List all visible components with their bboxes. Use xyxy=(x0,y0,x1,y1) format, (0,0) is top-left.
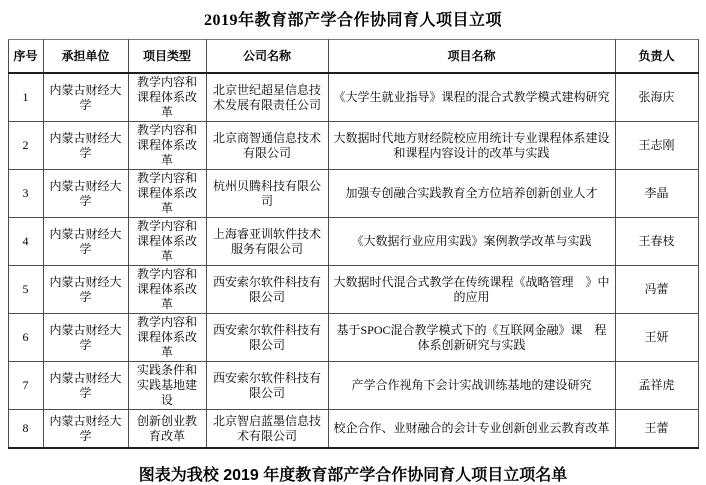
cell-unit: 内蒙古财经大学 xyxy=(43,218,128,266)
cell-leader: 张海庆 xyxy=(615,73,698,122)
cell-leader: 王志刚 xyxy=(615,122,698,170)
cell-leader: 王妍 xyxy=(615,314,698,362)
cell-unit: 内蒙古财经大学 xyxy=(43,170,128,218)
cell-project: 《大数据行业应用实践》案例教学改革与实践 xyxy=(328,218,615,266)
header-cell-project: 项目名称 xyxy=(328,40,615,74)
cell-type: 教学内容和课程体系改革 xyxy=(128,73,206,122)
cell-leader: 王春枝 xyxy=(615,218,698,266)
cell-type: 实践条件和实践基地建设 xyxy=(128,362,206,410)
cell-type: 教学内容和课程体系改革 xyxy=(128,314,206,362)
cell-leader: 孟祥虎 xyxy=(615,362,698,410)
cell-leader: 冯蕾 xyxy=(615,266,698,314)
caption: 图表为我校 2019 年度教育部产学合作协同育人项目立项名单 xyxy=(138,467,568,484)
cell-project: 大数据时代混合式教学在传统课程《战略管理 》中的应用 xyxy=(328,266,615,314)
header-cell-leader: 负责人 xyxy=(615,40,698,74)
table-row xyxy=(8,362,698,410)
table-row xyxy=(8,314,698,362)
cell-seq: 5 xyxy=(8,266,43,314)
cell-type: 教学内容和课程体系改革 xyxy=(128,170,206,218)
cell-project: 《大学生就业指导》课程的混合式教学模式建构研究 xyxy=(328,73,615,122)
cell-company: 西安索尔软件科技有限公司 xyxy=(206,266,328,314)
cell-project: 校企合作、业财融合的会计专业创新创业云教育改革 xyxy=(328,410,615,449)
cell-project: 产学合作视角下会计实战训练基地的建设研究 xyxy=(328,362,615,410)
cell-unit: 内蒙古财经大学 xyxy=(43,362,128,410)
cell-seq: 4 xyxy=(8,218,43,266)
page-title: 2019年教育部产学合作协同育人项目立项 xyxy=(203,12,502,29)
cell-project: 基于SPOC混合教学模式下的《互联网金融》课 程体系创新研究与实践 xyxy=(328,314,615,362)
cell-seq: 6 xyxy=(8,314,43,362)
table-header-row xyxy=(8,40,698,74)
cell-unit: 内蒙古财经大学 xyxy=(43,122,128,170)
cell-type: 教学内容和课程体系改革 xyxy=(128,122,206,170)
cell-unit: 内蒙古财经大学 xyxy=(43,314,128,362)
cell-seq: 1 xyxy=(8,73,43,122)
table-row xyxy=(8,410,698,449)
cell-company: 北京智启蓝墨信息技术有限公司 xyxy=(206,410,328,449)
header-cell-type: 项目类型 xyxy=(128,40,206,74)
cell-seq: 3 xyxy=(8,170,43,218)
cell-unit: 内蒙古财经大学 xyxy=(43,266,128,314)
cell-company: 上海睿亚训软件技术服务有限公司 xyxy=(206,218,328,266)
cell-leader: 李晶 xyxy=(615,170,698,218)
cell-type: 教学内容和课程体系改革 xyxy=(128,266,206,314)
cell-seq: 7 xyxy=(8,362,43,410)
cell-type: 教学内容和课程体系改革 xyxy=(128,218,206,266)
table-row xyxy=(8,73,698,122)
cell-project: 加强专创融合实践教育全方位培养创新创业人才 xyxy=(328,170,615,218)
cell-company: 杭州贝腾科技有限公司 xyxy=(206,170,328,218)
table-row xyxy=(8,218,698,266)
cell-project: 大数据时代地方财经院校应用统计专业课程体系建设和课程内容设计的改革与实践 xyxy=(328,122,615,170)
projects-table xyxy=(8,39,699,449)
cell-seq: 2 xyxy=(8,122,43,170)
cell-leader: 王蕾 xyxy=(615,410,698,449)
cell-company: 北京商智通信息技术有限公司 xyxy=(206,122,328,170)
table-row xyxy=(8,170,698,218)
cell-type: 创新创业教育改革 xyxy=(128,410,206,449)
table-row xyxy=(8,266,698,314)
header-cell-company: 公司名称 xyxy=(206,40,328,74)
header-cell-unit: 承担单位 xyxy=(43,40,128,74)
cell-seq: 8 xyxy=(8,410,43,449)
cell-unit: 内蒙古财经大学 xyxy=(43,73,128,122)
cell-unit: 内蒙古财经大学 xyxy=(43,410,128,449)
table-row xyxy=(8,122,698,170)
cell-company: 北京世纪超星信息技术发展有限责任公司 xyxy=(206,73,328,122)
header-cell-seq: 序号 xyxy=(8,40,43,74)
cell-company: 西安索尔软件科技有限公司 xyxy=(206,362,328,410)
cell-company: 西安索尔软件科技有限公司 xyxy=(206,314,328,362)
